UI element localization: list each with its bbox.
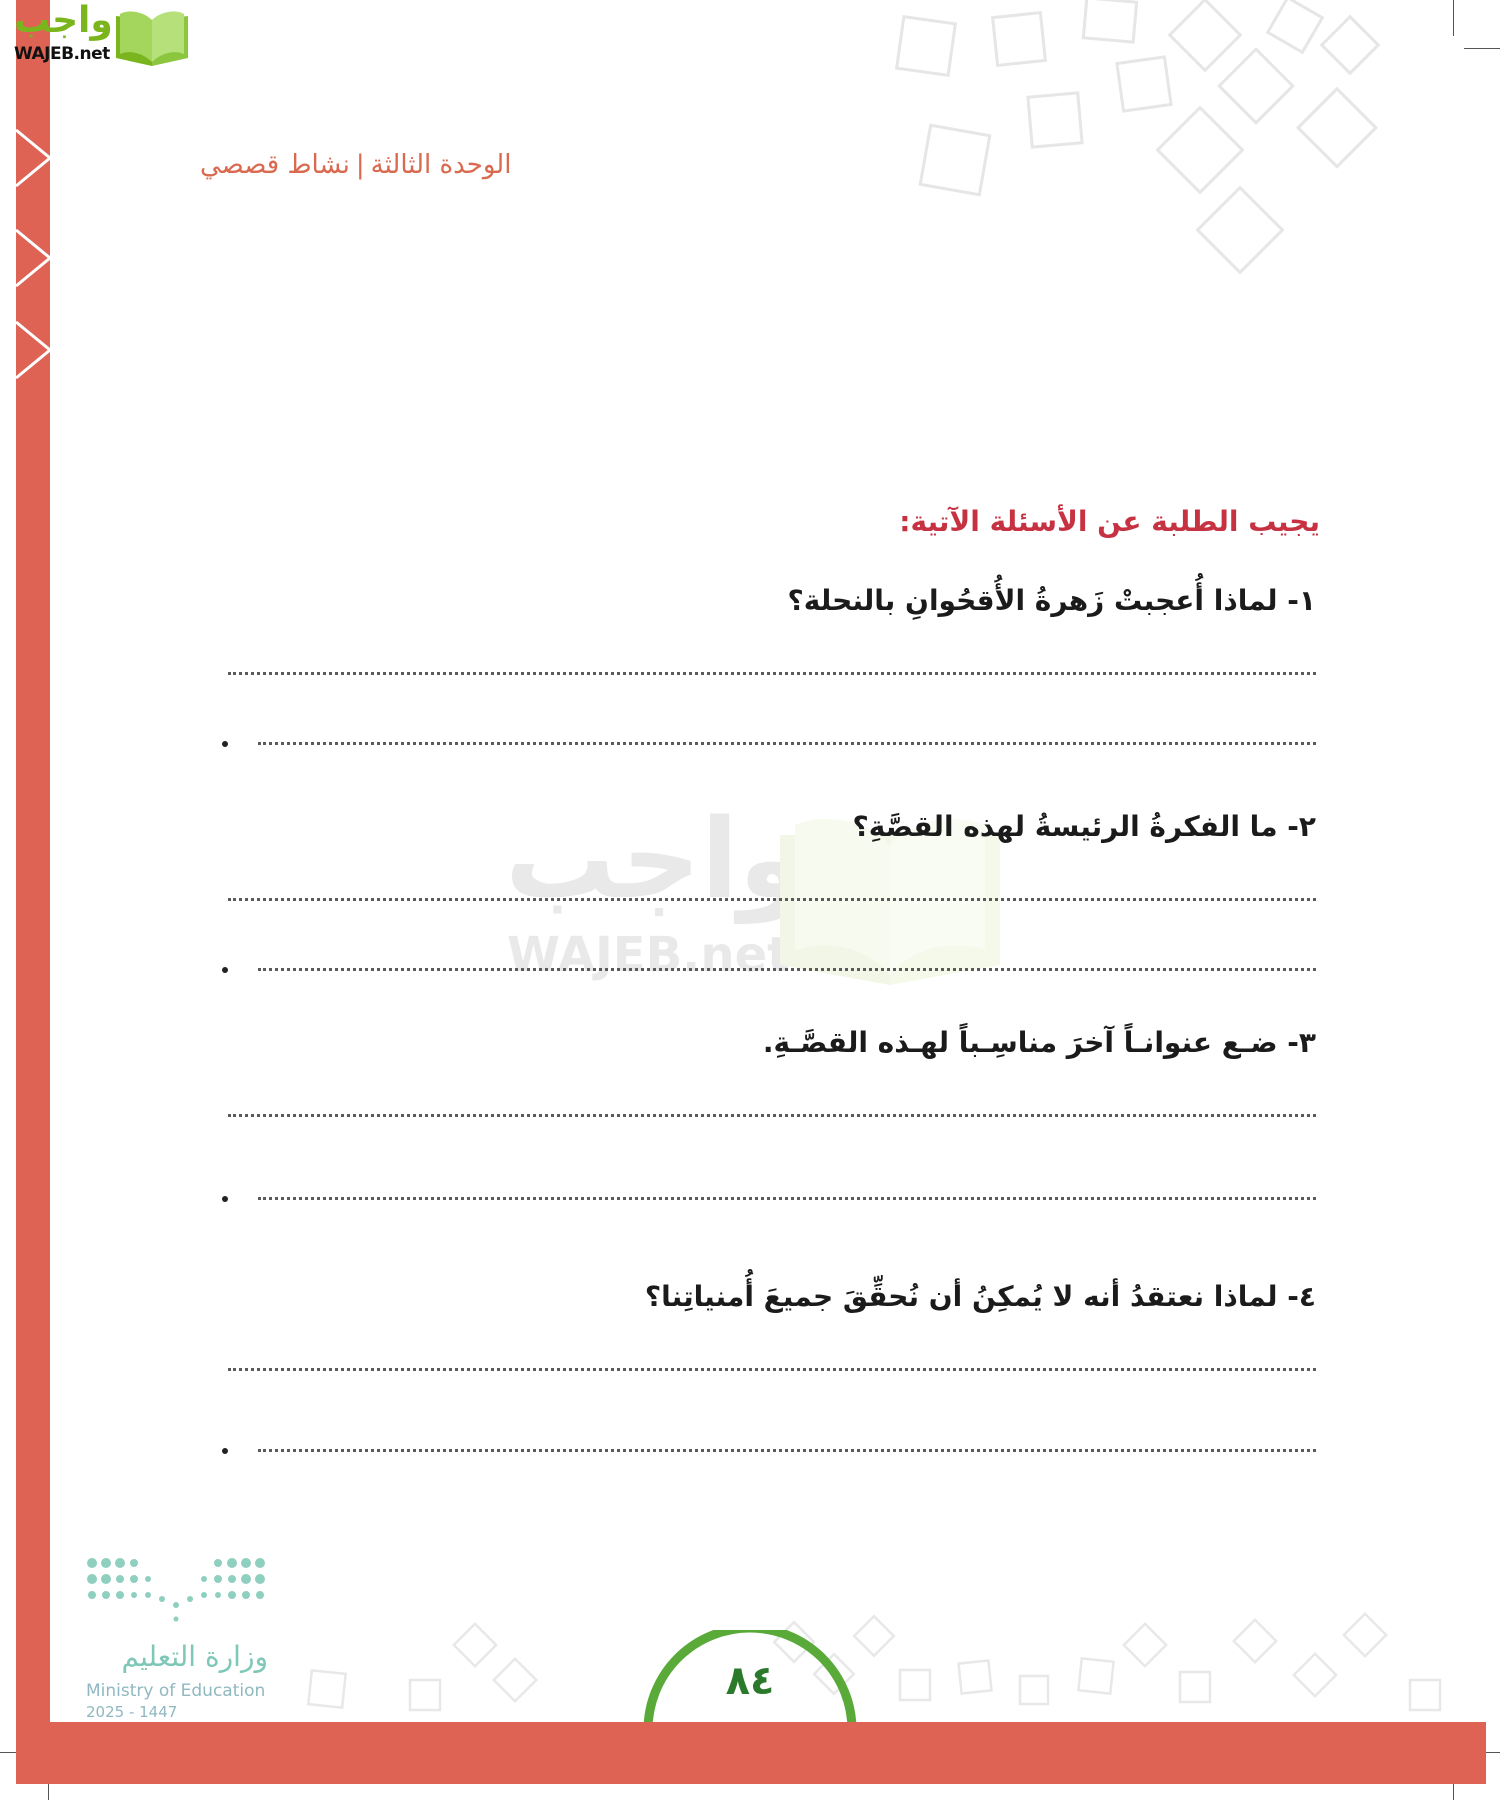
line-end-dot	[222, 967, 228, 973]
answer-line[interactable]	[228, 1368, 1316, 1371]
line-end-dot	[222, 1196, 228, 1202]
decorative-pattern-top	[880, 0, 1440, 290]
question-2: ٢- ما الفكرةُ الرئيسةُ لهذه القصَّةِ؟	[852, 810, 1316, 843]
ministry-year: 2025 - 1447	[86, 1703, 178, 1721]
section-title: نشاط قصصي	[200, 150, 350, 180]
brand-name-ar: واجب	[14, 0, 113, 41]
line-end-dot	[222, 1448, 228, 1454]
book-icon	[112, 8, 192, 68]
ministry-dots-icon	[84, 1555, 268, 1635]
crop-mark	[1464, 48, 1500, 49]
watermark-name-ar: واجب	[505, 795, 807, 923]
ministry-name-ar: وزارة التعليم	[121, 1640, 268, 1673]
answer-line[interactable]	[228, 672, 1316, 675]
brand-name-latin: WAJEB.net	[14, 44, 110, 64]
decorative-pattern-bottom	[260, 1610, 1480, 1722]
unit-header	[200, 150, 550, 180]
ministry-name-en: Ministry of Education	[86, 1681, 266, 1701]
unit-title: الوحدة الثالثة	[370, 150, 512, 180]
answer-line[interactable]	[258, 1449, 1316, 1452]
bar-notch	[14, 320, 54, 440]
watermark-name-latin: WAJEB.net	[507, 927, 791, 983]
answer-line[interactable]	[228, 898, 1316, 901]
question-4: ٤- لماذا نعتقدُ أنه لا يُمكِنُ أن نُحقِّقَ جميعَ أُمنياتِنا؟	[644, 1280, 1316, 1313]
question-3: ٣- ضـع عنوانـاً آخرَ مناسِـباً لهـذه القصَّـةِ.	[762, 1026, 1316, 1059]
answer-line[interactable]	[228, 1114, 1316, 1117]
brand-logo	[8, 0, 193, 68]
page-number: ٨٤	[725, 1658, 775, 1704]
answer-line[interactable]	[258, 742, 1316, 745]
answer-line[interactable]	[258, 1197, 1316, 1200]
crop-mark	[1453, 0, 1454, 36]
bottom-accent-bar	[16, 1722, 1486, 1784]
answer-line[interactable]	[258, 968, 1316, 971]
ministry-logo	[84, 1555, 284, 1725]
question-1: ١- لماذا أُعجبتْ زَهرةُ الأُقحُوانِ بالنحلة؟	[787, 584, 1316, 617]
line-end-dot	[222, 741, 228, 747]
instructions-heading: يجيب الطلبة عن الأسئلة الآتية:	[899, 505, 1320, 538]
header-separator: |	[355, 150, 365, 180]
